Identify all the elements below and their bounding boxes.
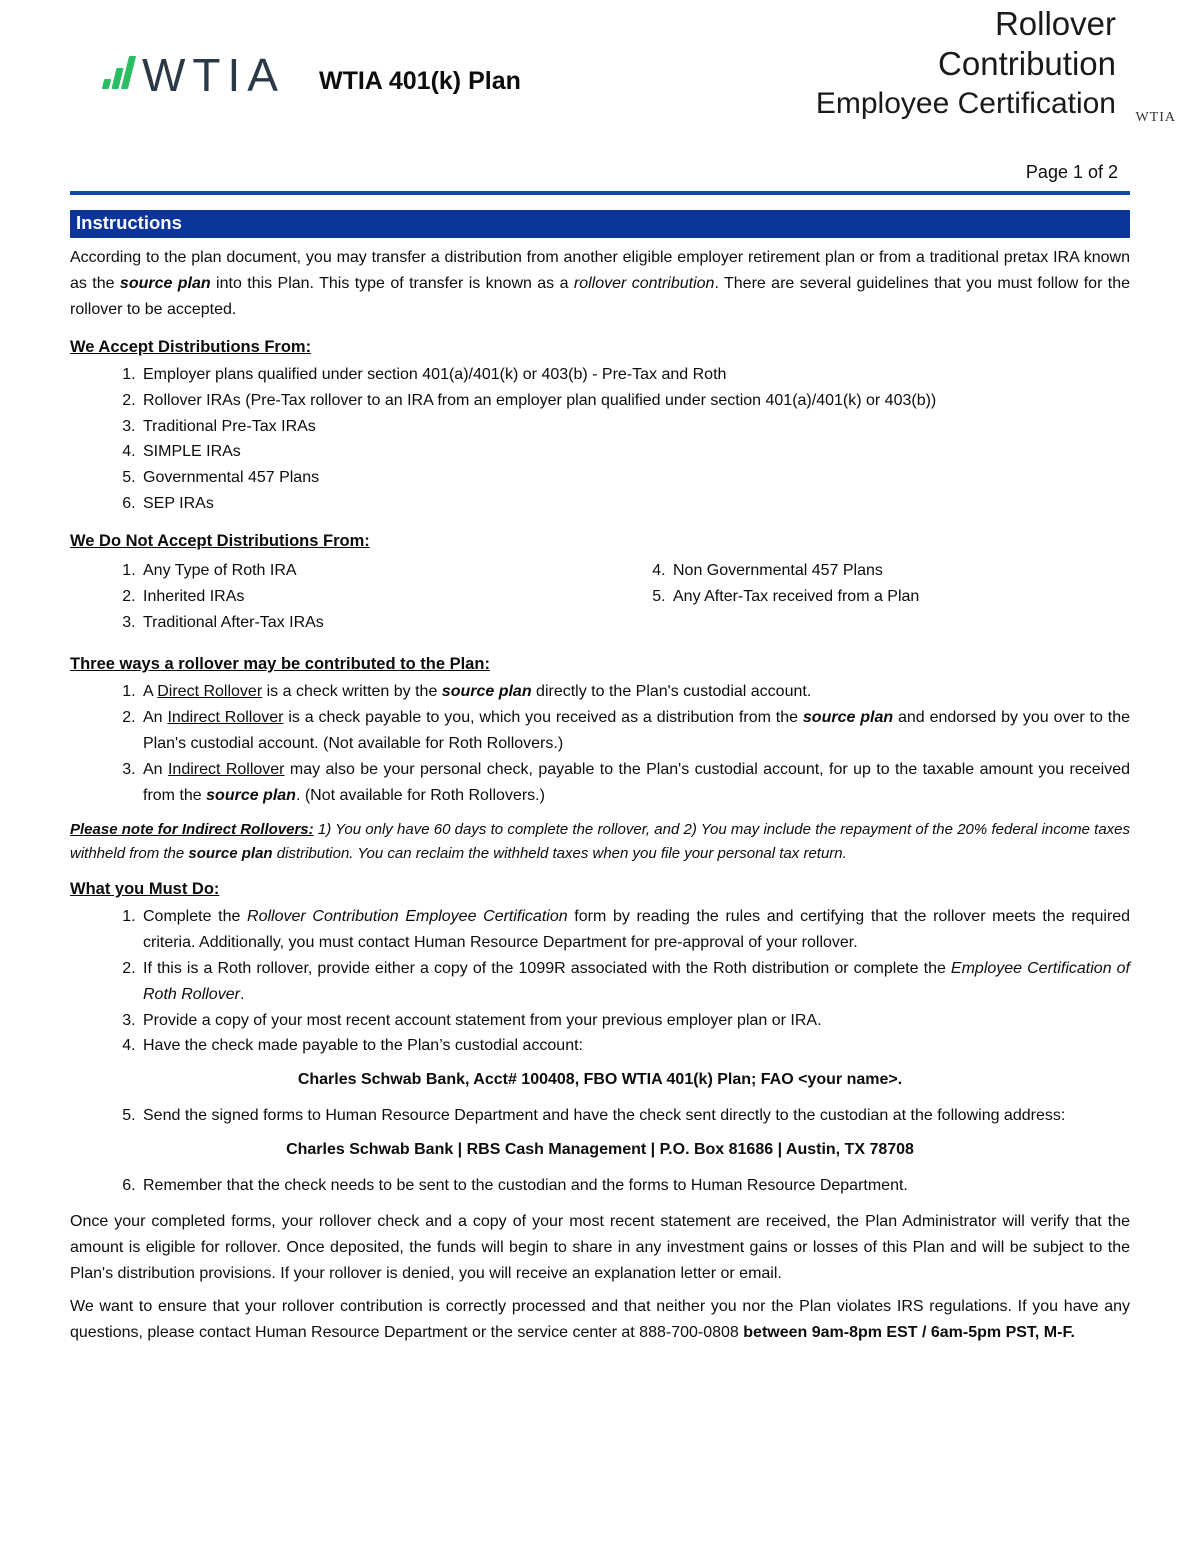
source-plan-term: source plan: [441, 682, 532, 700]
logo-wordmark: WTIA: [142, 49, 285, 101]
indirect-rollover-term: Indirect Rollover: [167, 708, 284, 726]
custodian-address-line: Charles Schwab Bank | RBS Cash Management | P.O. Box 81686 | Austin, TX 78708: [286, 1141, 914, 1159]
list-item: 5. Any After-Tax received from a Plan: [670, 584, 1130, 610]
list-item: 1. Any Type of Roth IRA: [140, 558, 600, 584]
list-item: 4. SIMPLE IRAs: [140, 439, 1130, 465]
list-item: 6. Remember that the check needs to be sent to the custodian and the forms to Human Resource Department.: [140, 1173, 1130, 1199]
three-ways-list: [70, 679, 1130, 809]
brand-logo: [103, 49, 521, 101]
not-accept-list-left: [70, 558, 600, 636]
list-item: [140, 904, 1130, 956]
source-plan-term: source plan: [802, 708, 894, 726]
title-line-employee-certification: Employee Certification: [815, 87, 1116, 121]
item-text: Complete the: [143, 907, 248, 925]
list-item: 4. Have the check made payable to the Plan’s custodial account:: [140, 1033, 1130, 1059]
list-item: [140, 757, 1130, 809]
item-text: is a check written by the: [262, 682, 442, 700]
note-text: distribution. You can reclaim the withheld taxes when you file your personal tax return.: [272, 844, 847, 862]
list-item: [140, 705, 1130, 757]
form-name-term: Rollover Contribution Employee Certification: [247, 907, 568, 925]
must-do-heading: What you Must Do:: [70, 879, 220, 898]
must-do-list: [70, 904, 1130, 1059]
closing-paragraph-1: Once your completed forms, your rollover check and a copy of your most recent statement are received, the Plan Administrator will verify that the amount is eligible for rollover. Once deposited, the funds will begin to share in any investment gains or losses of this Plan and will be subject to the Plan's distribution provisions. If your rollover is denied, you will receive an explanation letter or email.: [70, 1213, 1130, 1282]
list-item: 2. Rollover IRAs (Pre-Tax rollover to an IRA from an employer plan qualified under section 401(a)/401(k) or 403(b)): [140, 388, 1130, 414]
intro-paragraph: [70, 245, 1130, 323]
item-text: directly to the Plan's custodial account.: [531, 682, 812, 700]
title-line-contribution: Contribution: [938, 44, 1116, 82]
source-plan-term: source plan: [206, 786, 296, 804]
list-item: 3. Traditional Pre-Tax IRAs: [140, 414, 1130, 440]
intro-text: According to the plan document, you may transfer a distribution from another eligible employer retirement plan or from a traditional pretax IRA known as the: [70, 249, 1130, 292]
source-plan-term: source plan: [119, 274, 211, 292]
form-name-term: Employee Certification of Roth Rollover: [143, 959, 1131, 1003]
list-item: 3. Traditional After-Tax IRAs: [140, 610, 600, 636]
instructions-section-bar: Instructions: [70, 210, 1130, 238]
bar-chart-logo-icon: [103, 56, 132, 89]
list-item: 3. Provide a copy of your most recent account statement from your previous employer plan or IRA.: [140, 1008, 1130, 1034]
item-text: .: [239, 985, 245, 1003]
list-item: 4. Non Governmental 457 Plans: [670, 558, 1130, 584]
item-text: form by reading the rules and certifying that the rollover meets the required criteria. Additionally, you must contact Human Resource Department for pre-approval of your rollover.: [143, 907, 1131, 951]
note-text: 1) You only have 60 days to complete the rollover, and 2) You may include the repayment of the 20% federal income taxes withheld from the: [70, 821, 1130, 862]
payable-to-line: Charles Schwab Bank, Acct# 100408, FBO WTIA 401(k) Plan; FAO <your name>.: [297, 1071, 903, 1089]
direct-rollover-term: Direct Rollover: [157, 682, 263, 700]
must-do-list-continued: [70, 1173, 1130, 1199]
not-accept-lists: [70, 556, 1130, 640]
header: [70, 0, 1176, 158]
list-item: [140, 679, 1130, 705]
accept-list: [70, 362, 1130, 517]
item-text: and endorsed by you over to the Plan's custodial account. (Not available for Roth Rollovers.): [143, 708, 1131, 752]
intro-text: into this Plan. This type of transfer is known as a: [210, 274, 574, 292]
header-divider: [70, 191, 1130, 195]
item-text: If this is a Roth rollover, provide either a copy of the 1099R associated with the Roth distribution or complete the: [143, 959, 951, 977]
page-indicator: Page 1 of 2: [1025, 162, 1118, 182]
indirect-rollover-term: Indirect Rollover: [167, 760, 285, 778]
closing-text: We want to ensure that your rollover contribution is correctly processed and that neither you nor the Plan violates IRS regulations. If you have any questions, please contact Human Resource Department or the service center at 888-700-0808: [70, 1297, 1130, 1341]
corner-watermark: WTIA: [1135, 110, 1176, 125]
list-item: 5. Governmental 457 Plans: [140, 465, 1130, 491]
note-lead: Please note for Indirect Rollovers:: [70, 821, 314, 839]
document-title: [816, 4, 1116, 121]
not-accept-heading: We Do Not Accept Distributions From:: [70, 532, 370, 551]
item-text: An: [143, 708, 168, 726]
item-text: is a check payable to you, which you received as a distribution from the: [283, 708, 803, 726]
accept-heading: We Accept Distributions From:: [70, 337, 312, 356]
item-text: A: [143, 682, 158, 700]
list-item: 2. Inherited IRAs: [140, 584, 600, 610]
must-do-list-continued: [70, 1103, 1130, 1129]
not-accept-list-right: [600, 558, 1130, 636]
rollover-contribution-term: rollover contribution: [573, 274, 715, 292]
list-item: 5. Send the signed forms to Human Resource Department and have the check sent directly to the custodian at the following address:: [140, 1103, 1130, 1129]
list-item: [140, 956, 1130, 1008]
indirect-rollover-note: [70, 818, 1130, 865]
service-hours: between 9am-8pm EST / 6am-5pm PST, M-F.: [743, 1323, 1075, 1341]
item-text: may also be your personal check, payable to the Plan's custodial account, for up to the taxable amount you received from the: [143, 760, 1131, 804]
list-item: 6. SEP IRAs: [140, 491, 1130, 517]
list-item: 1. Employer plans qualified under section 401(a)/401(k) or 403(b) - Pre-Tax and Roth: [140, 362, 1130, 388]
title-line-rollover: Rollover: [994, 5, 1116, 42]
three-ways-heading: Three ways a rollover may be contributed to the Plan:: [70, 654, 490, 673]
intro-text: . There are several guidelines that you must follow for the rollover to be accepted.: [70, 274, 1131, 318]
source-plan-term: source plan: [188, 844, 273, 862]
item-text: . (Not available for Roth Rollovers.): [295, 786, 545, 804]
closing-paragraph-2: [70, 1294, 1130, 1346]
item-text: An: [143, 760, 168, 778]
plan-name: WTIA 401(k) Plan: [318, 67, 521, 95]
